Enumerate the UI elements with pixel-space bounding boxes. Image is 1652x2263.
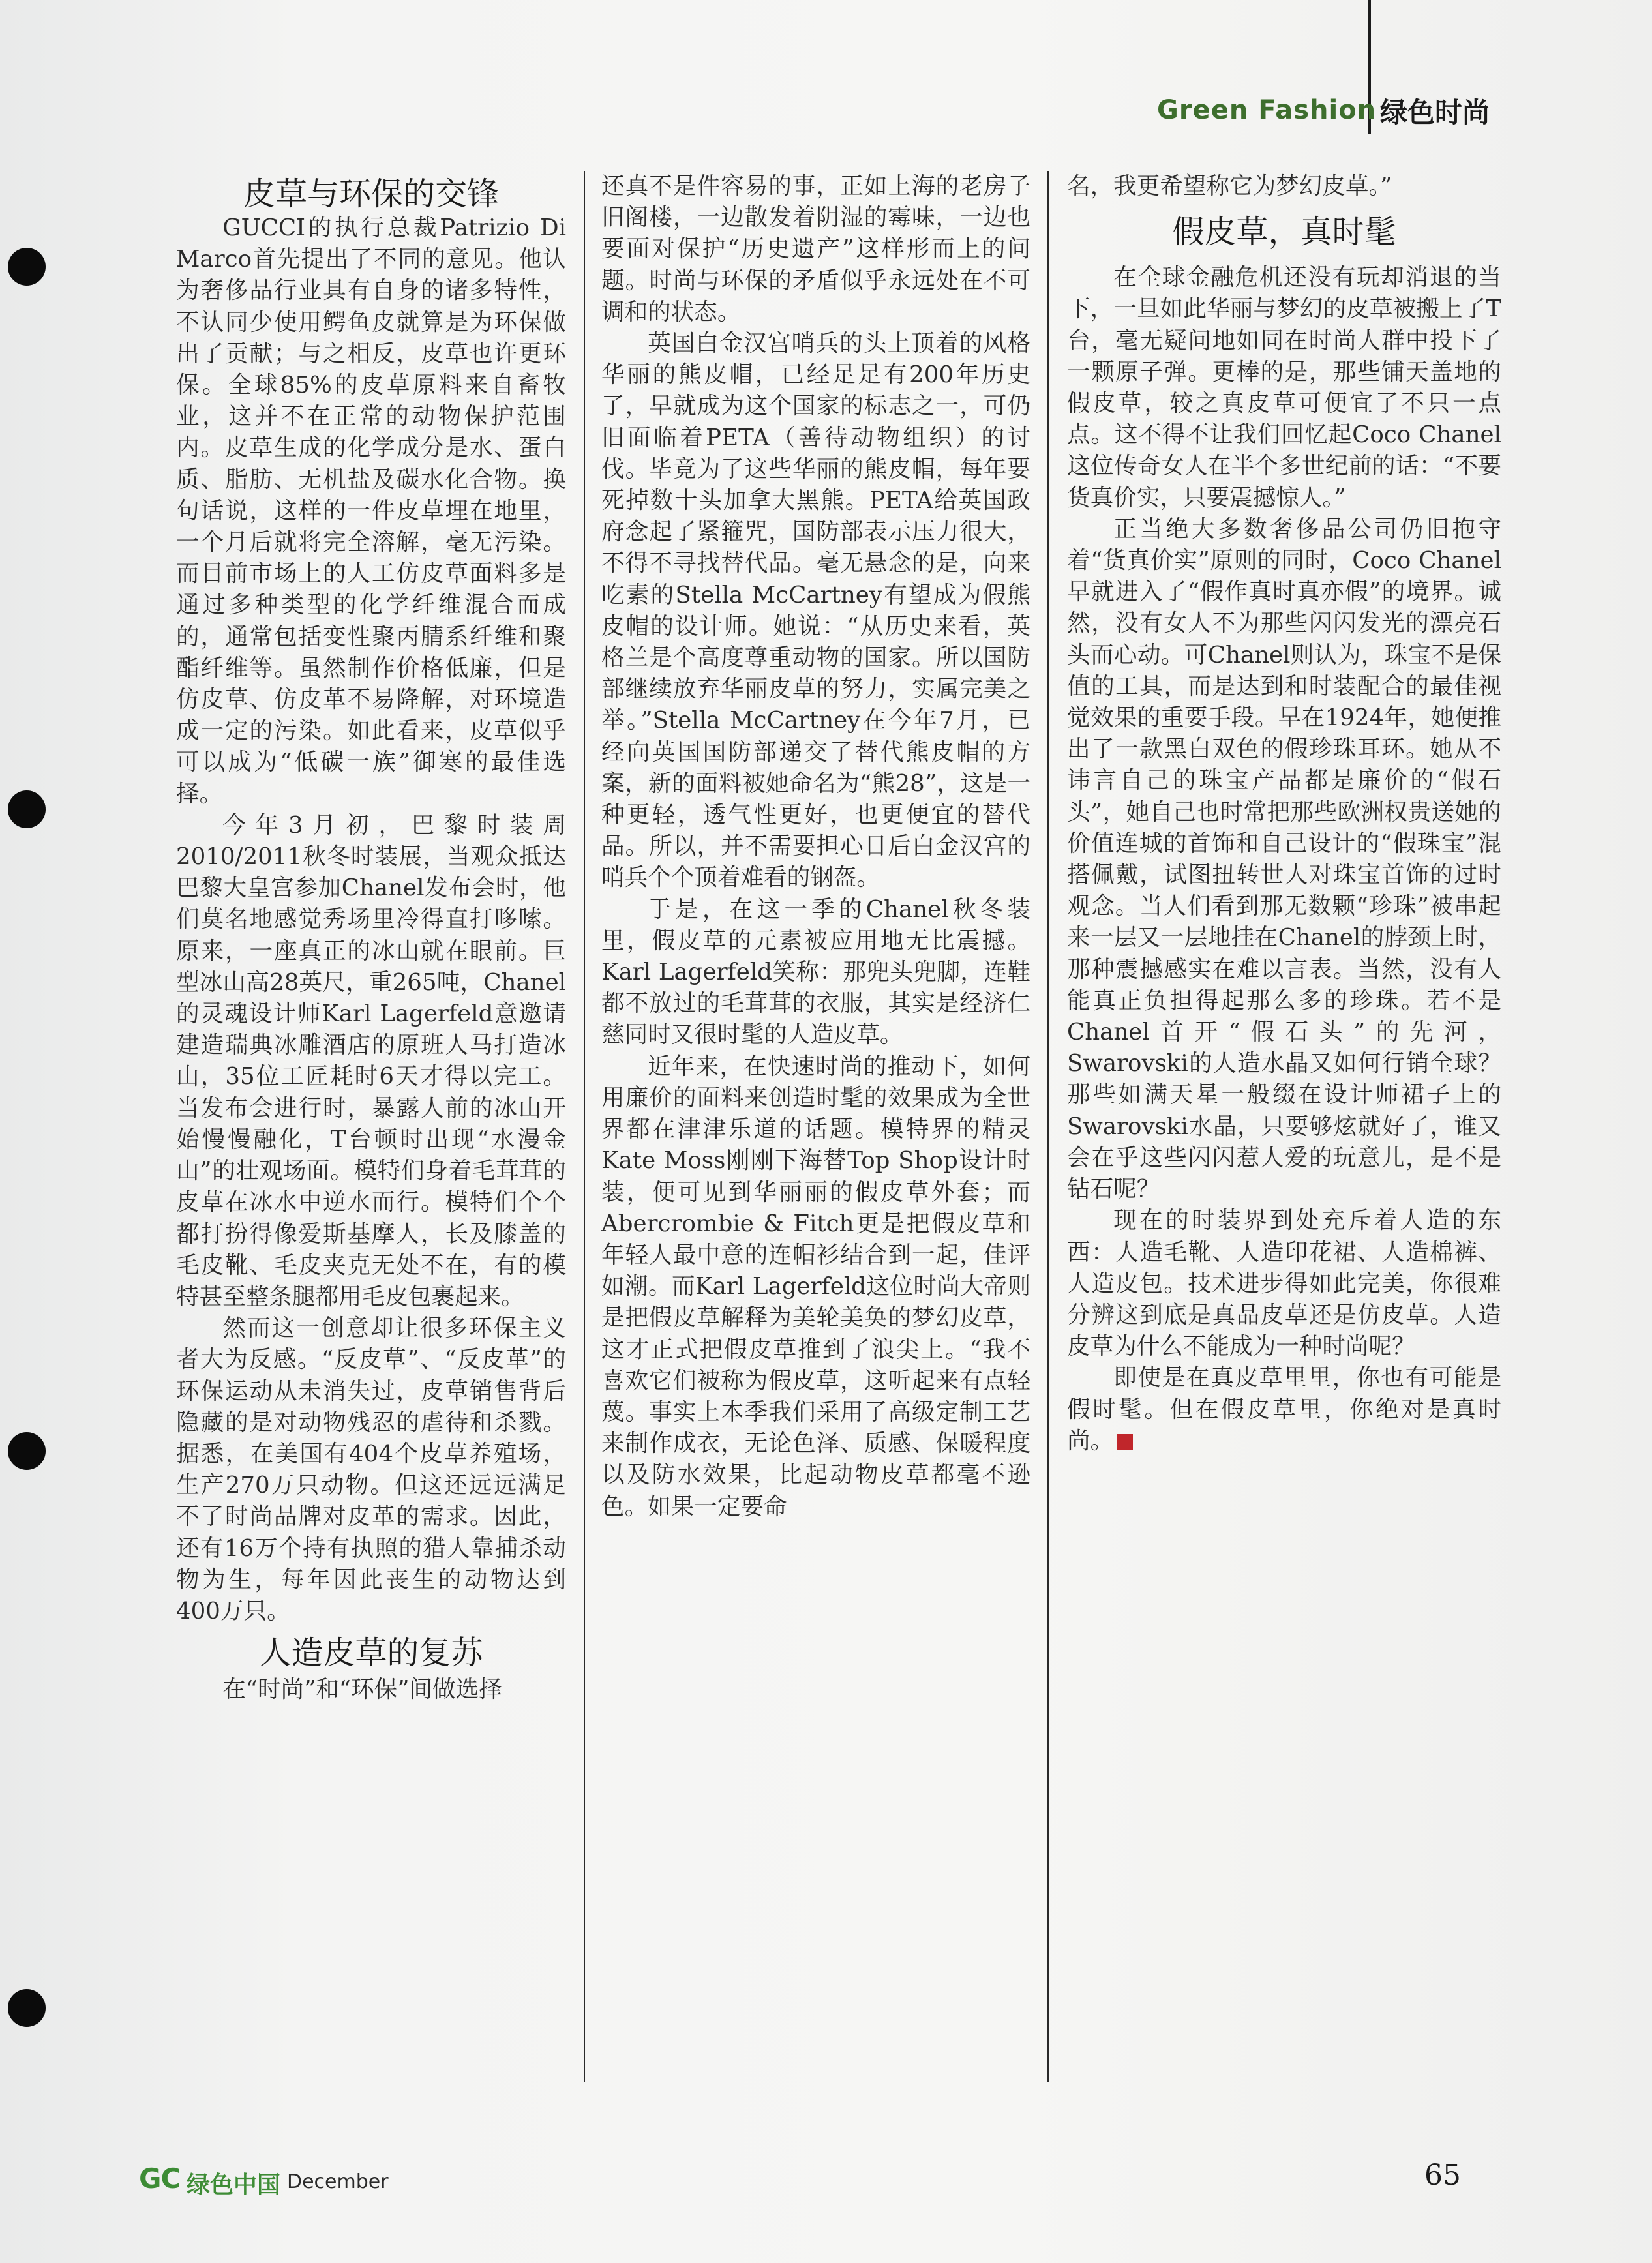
- article-column-3: [1067, 171, 1501, 1457]
- paragraph: [1067, 1362, 1501, 1457]
- magazine-logo: GC: [139, 2163, 181, 2195]
- paragraph: 然而这一创意却让很多环保主义者大为反感。“反皮草”、“反皮革”的环保运动从未消失过，皮草销售背后隐藏的是对动物残忍的虐待和杀戮。据悉，在美国有404个皮草养殖场，生产270万只动物。但这还远远满足不了时尚品牌对皮革的需求。因此，还有16万个持有执照的猎人靠捕杀动物为生，每年因此丧生的动物达到400万只。: [176, 1315, 566, 1625]
- binder-hole: [8, 790, 46, 828]
- paragraph: 近年来，在快速时尚的推动下，如何用廉价的面料来创造时髦的效果成为全世界都在津津乐道的话题。模特界的精灵Kate Moss刚刚下海替Top Shop设计时装，便可见到华丽丽的假皮草外套；而Abercrombie & Fitch更是把假皮草和年轻人最中意的连帽衫结合到一起，佳评如潮。而Karl Lagerfeld这位时尚大帝则是把假皮草解释为美轮美奂的梦幻皮草，这才正式把假皮草推到了浪尖上。“我不喜欢它们被称为假皮草，这听起来有点轻蔑。事实上本季我们采用了高级定制工艺来制作成衣，无论色泽、质感、保暖程度以及防水效果，比起动物皮草都毫不逊色。如果一定要命: [601, 1053, 1030, 1520]
- column-divider: [1047, 171, 1049, 2082]
- paragraph: GUCCI的执行总裁Patrizio Di Marco首先提出了不同的意见。他认为奢侈品行业具有自身的诸多特性，不认同少使用鳄鱼皮就算是为环保做出了贡献；与之相反，皮草也许更环保。全球85%的皮草原料来自畜牧业，这并不在正常的动物保护范围内。皮草生成的化学成分是水、蛋白质、脂肪、无机盐及碳水化合物。换句话说，这样的一件皮草埋在地里，一个月后就将完全溶解，毫无污染。而目前市场上的人工仿皮草面料多是通过多种类型的化学纤维混合而成的，通常包括变性聚丙腈系纤维和聚酯纤维等。虽然制作价格低廉，但是仿皮草、仿皮革不易降解，对环境造成一定的污染。如此看来，皮草似乎可以成为“低碳一族”御寒的最佳选择。: [176, 215, 566, 807]
- section-heading: 皮草与环保的交锋: [243, 175, 499, 213]
- binder-hole: [8, 1432, 46, 1470]
- page-number: 65: [1424, 2159, 1461, 2192]
- section-heading: 假皮草，真时髦: [1172, 213, 1396, 251]
- section-title-en: Green Fashion: [1157, 95, 1377, 125]
- section-heading: 人造皮草的复苏: [259, 1634, 483, 1672]
- paragraph: 在全球金融危机还没有玩却消退的当下，一旦如此华丽与梦幻的皮草被搬上了T台，毫无疑问地如同在时尚人群中投下了一颗原子弹。更棒的是，那些铺天盖地的假皮草，较之真皮草可便宜了不只一点点。这不得不让我们回忆起Coco Chanel这位传奇女人在半个多世纪前的话：“不要货真价实，只要震撼惊人。”: [1067, 264, 1501, 511]
- paragraph: 在“时尚”和“环保”间做选择: [222, 1676, 502, 1703]
- binder-hole: [8, 1989, 46, 2027]
- section-title-cn: 绿色时尚: [1380, 97, 1490, 128]
- article-column-2: [601, 171, 1030, 1523]
- column-divider: [584, 171, 585, 2082]
- paragraph: 正当绝大多数奢侈品公司仍旧抱守着“货真价实”原则的同时，Coco Chanel早就进入了“假作真时真亦假”的境界。诚然，没有女人不为那些闪闪发光的漂亮石头而心动。可Chanel则认为，珠宝不是保值的工具，而是达到和时装配合的最佳视觉效果的重要手段。早在1924年，她便推出了一款黑白双色的假珍珠耳环。她从不讳言自己的珠宝产品都是廉价的“假石头”，她自己也时常把那些欧洲权贵送她的价值连城的首饰和自己设计的“假珠宝”混搭佩戴，试图扭转世人对珠宝首饰的过时观念。当人们看到那无数颗“珍珠”被串起来一层又一层地挂在Chanel的脖颈上时，那种震撼感实在难以言表。当然，没有人能真正负担得起那么多的珍珠。若不是Chanel首开“假石头”的先河，Swarovski的人造水晶又如何行销全球？那些如满天星一般缀在设计师裙子上的Swarovski水晶，只要够炫就好了，谁又会在乎这些闪闪惹人爱的玩意儿，是不是钻石呢？: [1067, 515, 1501, 1203]
- paragraph: 名，我更希望称它为梦幻皮草。”: [1067, 173, 1392, 200]
- end-mark-icon: [1117, 1434, 1133, 1450]
- article-column-1: [176, 171, 566, 1705]
- binder-hole: [8, 248, 46, 286]
- paragraph-text: 即使是在真皮草里里，你也有可能是假时髦。但在假皮草里，你绝对是真时尚。: [1067, 1364, 1501, 1454]
- paragraph: 今年3月初，巴黎时装周2010/2011秋冬时装展，当观众抵达巴黎大皇宫参加Chanel发布会时，他们莫名地感觉秀场里冷得直打哆嗦。原来，一座真正的冰山就在眼前。巨型冰山高28英尺，重265吨，Chanel的灵魂设计师Karl Lagerfeld意邀请建造瑞典冰雕酒店的原班人马打造冰山，35位工匠耗时6天才得以完工。当发布会进行时，暴露人前的冰山开始慢慢融化，T台顿时出现“水漫金山”的壮观场面。模特们身着毛茸茸的皮草在冰水中逆水而行。模特们个个都打扮得像爱斯基摩人，长及膝盖的毛皮靴、毛皮夹克无处不在，有的模特甚至整条腿都用毛皮包裹起来。: [176, 811, 566, 1310]
- paragraph: 于是，在这一季的Chanel秋冬装里，假皮草的元素被应用地无比震撼。Karl Lagerfeld笑称：那兜头兜脚，连鞋都不放过的毛茸茸的衣服，其实是经济仁慈同时又很时髦的人造皮草。: [601, 895, 1030, 1049]
- issue-month: December: [287, 2170, 389, 2193]
- paragraph: 现在的时装界到处充斥着人造的东西：人造毛靴、人造印花裙、人造棉裤、人造皮包。技术进步得如此完美，你很难分辨这到底是真品皮草还是仿皮草。人造皮草为什么不能成为一种时尚呢？: [1067, 1207, 1501, 1360]
- paragraph: 英国白金汉宫哨兵的头上顶着的风格华丽的熊皮帽，已经足足有200年历史了，早就成为这个国家的标志之一，可仍旧面临着PETA（善待动物组织）的讨伐。毕竟为了这些华丽的熊皮帽，每年要死掉数十头加拿大黑熊。PETA给英国政府念起了紧箍咒，国防部表示压力很大，不得不寻找替代品。毫无悬念的是，向来吃素的Stella McCartney有望成为假熊皮帽的设计师。她说：“从历史来看，英格兰是个高度尊重动物的国家。所以国防部继续放弃华丽皮草的努力，实属完美之举。”Stella McCartney在今年7月，已经向英国国防部递交了替代熊皮帽的方案，新的面料被她命名为“熊28”，这是一种更轻，透气性更好，也更便宜的替代品。所以，并不需要担心日后白金汉宫的哨兵个个顶着难看的钢盔。: [601, 330, 1030, 892]
- paragraph: 还真不是件容易的事，正如上海的老房子旧阁楼，一边散发着阴湿的霉味，一边也要面对保护“历史遗产”这样形而上的问题。时尚与环保的矛盾似乎永远处在不可调和的状态。: [601, 173, 1030, 325]
- magazine-name: 绿色中国: [187, 2172, 281, 2198]
